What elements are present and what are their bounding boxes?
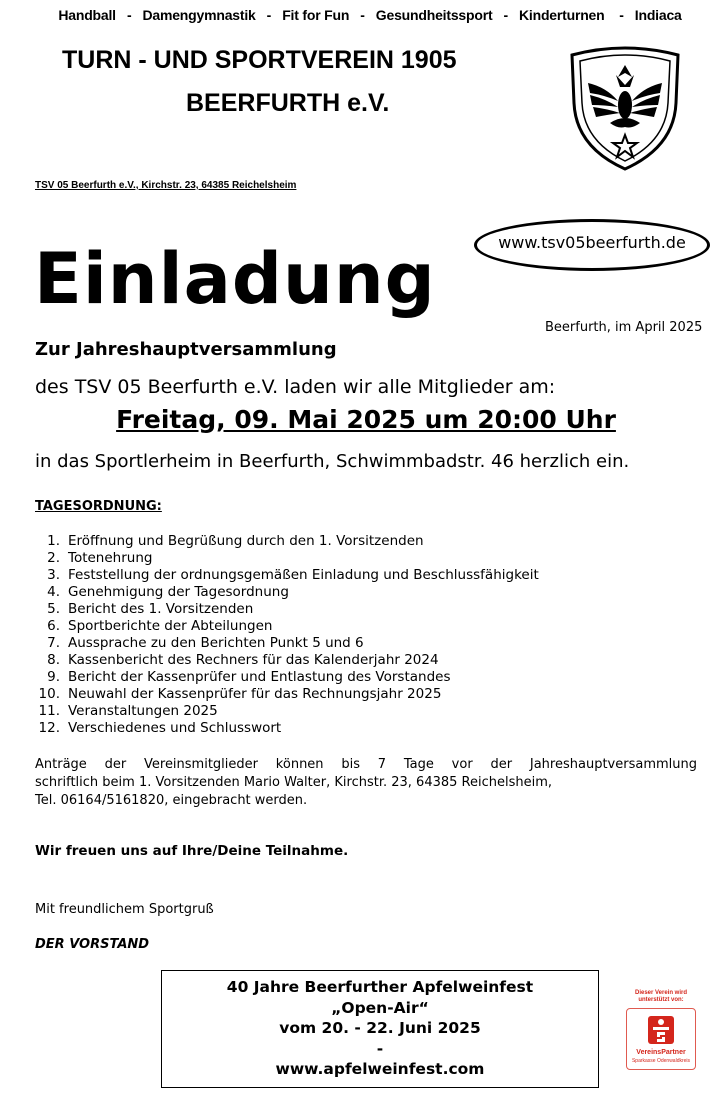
event-location: in das Sportlerheim in Beerfurth, Schwimmbadstr. 46 herzlich ein. <box>35 451 630 472</box>
agenda-item <box>34 669 539 686</box>
festival-separator: - <box>376 1039 384 1058</box>
agenda-item <box>34 601 539 618</box>
agenda-item <box>34 533 539 550</box>
agenda-item-text: Bericht der Kassenprüfer und Entlastung des Vorstandes <box>68 669 451 685</box>
agenda-item <box>34 618 539 635</box>
agenda-item-text: Veranstaltungen 2025 <box>68 703 218 719</box>
greeting-line: Mit freundlichem Sportgruß <box>35 902 214 917</box>
agenda-item-number: 4. <box>47 584 60 600</box>
agenda-item <box>34 550 539 567</box>
invitation-heading: Einladung <box>34 238 436 320</box>
club-title-line1: TURN - UND SPORTVEREIN 1905 <box>62 46 457 74</box>
agenda-item-number: 10. <box>38 686 60 702</box>
festival-website[interactable]: www.apfelweinfest.com <box>275 1060 485 1078</box>
agenda-item-text: Genehmigung der Tagesordnung <box>68 584 289 600</box>
agenda-item-number: 12. <box>38 720 60 736</box>
agenda-item-number: 9. <box>47 669 60 685</box>
club-title-line2: BEERFURTH e.V. <box>186 89 390 117</box>
agenda-item-number: 1. <box>47 533 60 549</box>
festival-title: 40 Jahre Beerfurther Apfelweinfest <box>226 978 534 996</box>
sponsor-logo <box>626 1008 696 1070</box>
sponsor-sub: Sparkasse Odenwaldkreis <box>631 1058 691 1064</box>
agenda-item <box>34 567 539 584</box>
agenda-item <box>34 703 539 720</box>
motions-line: Tel. 06164/5161820, eingebracht werden. <box>35 793 308 808</box>
agenda-item-text: Sportberichte der Abteilungen <box>68 618 273 634</box>
festival-dates: vom 20. - 22. Juni 2025 <box>279 1019 481 1037</box>
agenda-item-text: Bericht des 1. Vorsitzenden <box>68 601 254 617</box>
date-place: Beerfurth, im April 2025 <box>545 320 703 335</box>
agenda-item-text: Verschiedenes und Schlusswort <box>68 720 282 736</box>
signature: DER VORSTAND <box>35 937 150 952</box>
invitation-intro: des TSV 05 Beerfurth e.V. laden wir alle Mitglieder am: <box>35 376 556 398</box>
sparkasse-icon <box>647 1015 675 1045</box>
agenda-item-text: Totenehrung <box>68 550 153 566</box>
motions-paragraph <box>35 756 697 810</box>
sponsor-caption: Dieser Verein wird unterstützt von: <box>634 990 688 1003</box>
meeting-subheading: Zur Jahreshauptversammlung <box>35 339 337 360</box>
agenda-item-text: Neuwahl der Kassenprüfer für das Rechnungsjahr 2025 <box>68 686 442 702</box>
club-address: TSV 05 Beerfurth e.V., Kirchstr. 23, 64385 Reichelsheim <box>35 180 297 191</box>
agenda-item <box>34 652 539 669</box>
agenda-item <box>34 635 539 652</box>
festival-subtitle: „Open-Air“ <box>331 998 429 1017</box>
sponsor-badge <box>624 990 698 1070</box>
agenda-item-number: 6. <box>47 618 60 634</box>
agenda-item-number: 2. <box>47 550 60 566</box>
club-crest-icon <box>566 43 684 171</box>
motions-line: schriftlich beim 1. Vorsitzenden Mario Walter, Kirchstr. 23, 64385 Reichelsheim, <box>35 775 553 790</box>
agenda-item-text: Aussprache zu den Berichten Punkt 5 und 6 <box>68 635 364 651</box>
festival-announcement <box>161 970 599 1088</box>
thanks-line: Wir freuen uns auf Ihre/Deine Teilnahme. <box>35 843 349 859</box>
agenda-list <box>34 533 539 737</box>
agenda-item <box>34 584 539 601</box>
agenda-item-text: Kassenbericht des Rechners für das Kalenderjahr 2024 <box>68 652 439 668</box>
agenda-item-text: Feststellung der ordnungsgemäßen Einladung und Beschlussfähigkeit <box>68 567 539 583</box>
agenda-item <box>34 686 539 703</box>
agenda-item-number: 5. <box>47 601 60 617</box>
sponsor-name: VereinsPartner <box>636 1049 686 1056</box>
agenda-item-number: 3. <box>47 567 60 583</box>
agenda-item-text: Eröffnung und Begrüßung durch den 1. Vorsitzenden <box>68 533 424 549</box>
motions-line: Anträge der Vereinsmitglieder können bis 7 Tage vor der Jahreshauptversammlung <box>35 757 697 772</box>
agenda-item-number: 11. <box>38 703 60 719</box>
agenda-item-number: 8. <box>47 652 60 668</box>
sports-divisions-line: Handball - Damengymnastik - Fit for Fun - Gesundheitssport - Kinderturnen - Indiaca <box>58 7 682 23</box>
website-link[interactable]: www.tsv05beerfurth.de <box>498 233 686 252</box>
event-date: Freitag, 09. Mai 2025 um 20:00 Uhr <box>116 405 616 434</box>
agenda-item-number: 7. <box>47 635 60 651</box>
agenda-item <box>34 720 539 737</box>
agenda-title: TAGESORDNUNG: <box>35 499 162 514</box>
